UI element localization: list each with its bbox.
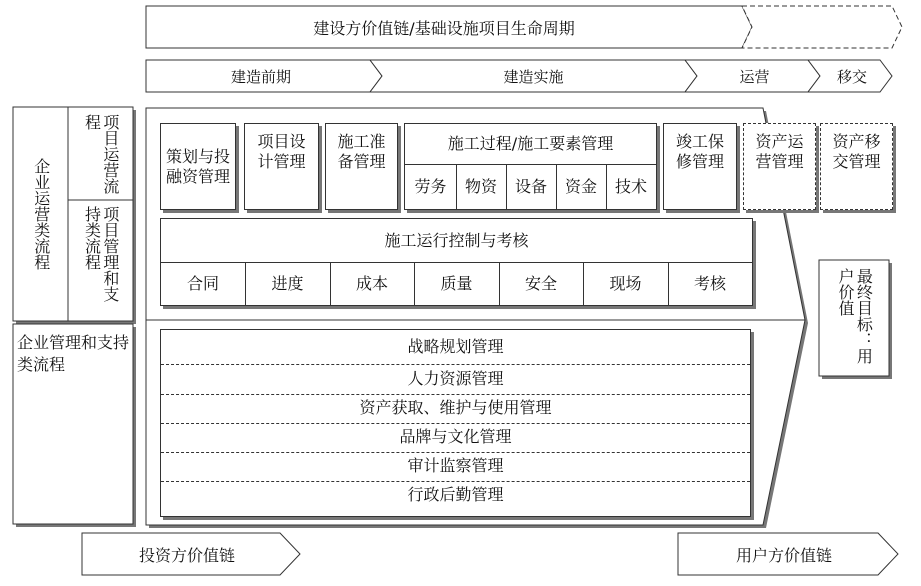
- phase-pre-construction: 建造前期: [230, 67, 291, 86]
- construction-prep-box: 施工准备管理: [325, 123, 398, 210]
- control-item-assessment: 考核: [693, 274, 726, 293]
- process-item-funds: 资金: [564, 177, 597, 196]
- enterprise-operations-label: 企业运营类流程: [31, 158, 51, 270]
- asset-operation-box: 资产运营管理: [743, 123, 816, 210]
- final-goal-box: [819, 260, 889, 376]
- design-management-box: 项目设计管理: [244, 123, 319, 210]
- enterprise-management-label: 企业管理和支持类流程: [17, 333, 130, 374]
- control-assessment-title: 施工运行控制与考核: [384, 230, 529, 250]
- project-operations-label: 项目运营流程: [82, 113, 120, 194]
- management-item-strategy: 战略规划管理: [407, 337, 504, 356]
- control-item-safety: 安全: [524, 274, 557, 293]
- management-list-box: [160, 329, 751, 517]
- process-item-labor: 劳务: [414, 177, 447, 196]
- control-item-cost: 成本: [355, 274, 388, 293]
- phase-transfer: 移交: [836, 67, 867, 86]
- control-assessment-box: [160, 218, 753, 306]
- management-item-hr: 人力资源管理: [407, 369, 504, 388]
- management-item-assets: 资产获取、维护与使用管理: [359, 398, 552, 417]
- control-item-quality: 质量: [440, 274, 473, 293]
- user-value-chain: 用户方价值链: [735, 545, 832, 565]
- process-item-equipment: 设备: [514, 177, 547, 196]
- management-item-admin: 行政后勤管理: [407, 485, 504, 504]
- lifecycle-banner: [146, 6, 742, 48]
- construction-process-box: [404, 123, 657, 210]
- investor-value-chain: 投资方价值链: [138, 545, 235, 565]
- lifecycle-extension-shape: [742, 6, 902, 48]
- lifecycle-title: 建设方价值链/基础设施项目生命周期: [313, 18, 575, 38]
- process-item-technology: 技术: [614, 177, 647, 196]
- control-item-contract: 合同: [186, 274, 219, 293]
- phase-construction: 建造实施: [503, 67, 564, 86]
- management-item-brand: 品牌与文化管理: [399, 427, 512, 446]
- asset-transfer-box: 资产移交管理: [820, 123, 893, 210]
- final-goal-label: 最终目标：用户价值: [836, 268, 874, 364]
- planning-financing-box: 策划与投融资管理: [160, 123, 236, 210]
- process-item-materials: 物资: [464, 177, 497, 196]
- completion-warranty-box: 竣工保修管理: [663, 123, 737, 210]
- control-item-site: 现场: [609, 274, 642, 293]
- control-item-schedule: 进度: [271, 274, 304, 293]
- project-support-label: 项目管理和支持类流程: [82, 205, 120, 302]
- management-item-audit: 审计监察管理: [407, 456, 504, 475]
- phase-operation: 运营: [739, 67, 770, 86]
- construction-process-title: 施工过程/施工要素管理: [447, 134, 614, 153]
